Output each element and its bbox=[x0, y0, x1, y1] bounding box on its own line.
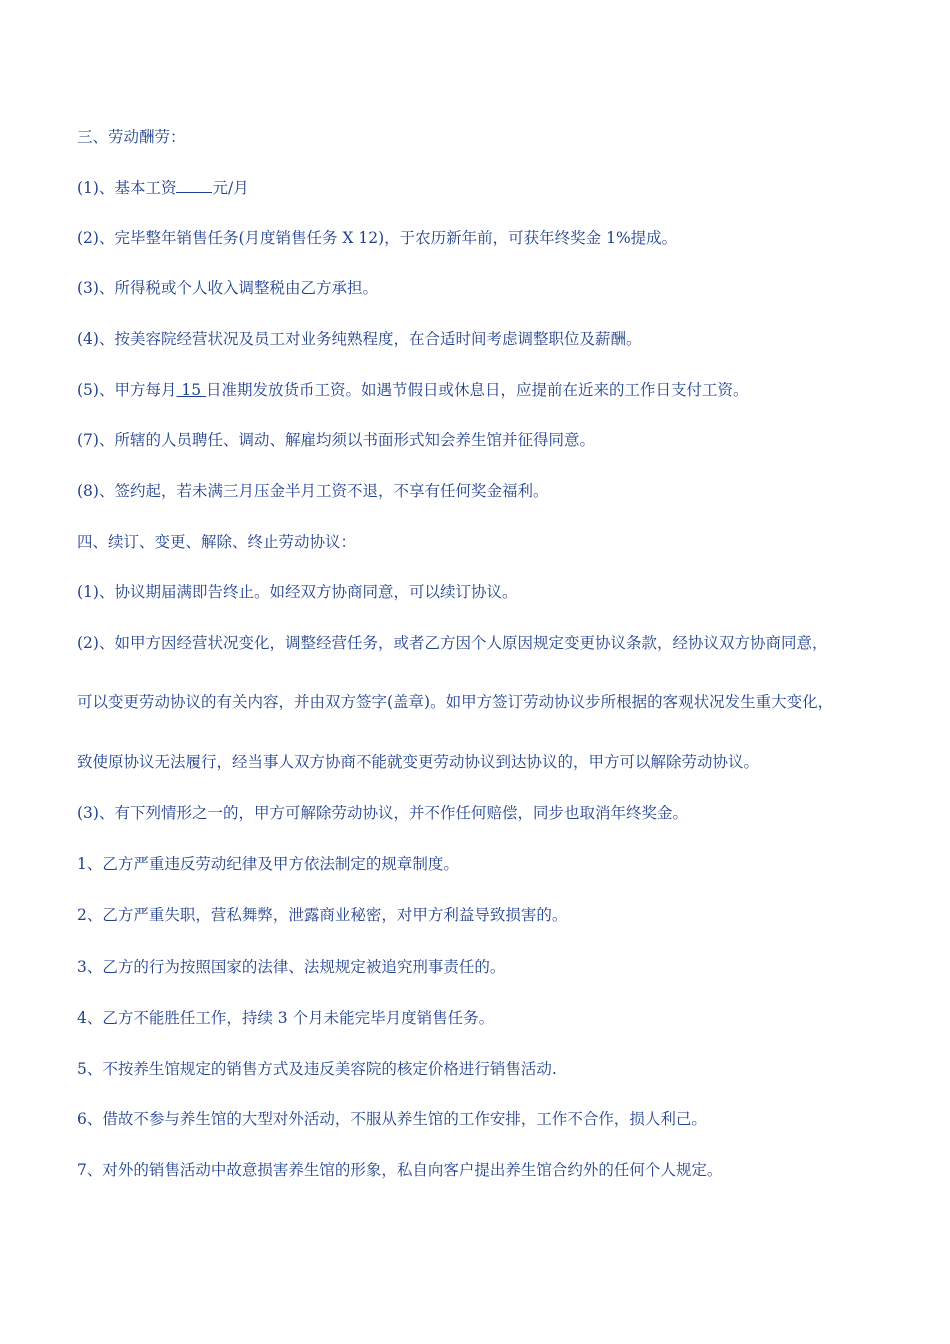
section4-heading: 四、续订、变更、解除、终止劳动协议： bbox=[77, 533, 357, 551]
item1-prefix: (1)、基本工资 bbox=[77, 179, 177, 197]
salary-blank bbox=[176, 177, 212, 193]
section4-item2-line2: 可以变更劳动协议的有关内容，并由双方签字(盖章)。如甲方签订劳动协议步所根据的客观状况发生重大变化， bbox=[77, 693, 834, 711]
list-item: 3、乙方的行为按照国家的法律、法规规定被追究刑事责任的。 bbox=[77, 958, 506, 976]
section3-item2: (2)、完毕整年销售任务(月度销售任务 X 12)，于农历新年前，可获年终奖金 1%提成。 bbox=[77, 229, 678, 247]
item5-suffix: 日准期发放货币工资。如遇节假日或休息日，应提前在近来的工作日支付工资。 bbox=[206, 381, 749, 399]
list-item: 6、借故不参与养生馆的大型对外活动，不服从养生馆的工作安排，工作不合作，损人利己。 bbox=[77, 1110, 707, 1128]
item5-prefix: (5)、甲方每月 bbox=[77, 381, 177, 399]
section4-item2-line3: 致使原协议无法履行，经当事人双方协商不能就变更劳动协议到达协议的，甲方可以解除劳动协议。 bbox=[77, 753, 760, 771]
section4-item2-line1: (2)、如甲方因经营状况变化，调整经营任务，或者乙方因个人原因规定变更协议条款，经协议双方协商同意， bbox=[77, 634, 828, 652]
section4-item1: (1)、协议期届满即告终止。如经双方协商同意，可以续订协议。 bbox=[77, 583, 518, 601]
list-item: 5、不按养生馆规定的销售方式及违反美容院的核定价格进行销售活动. bbox=[77, 1060, 557, 1078]
section3-item3: (3)、所得税或个人收入调整税由乙方承担。 bbox=[77, 279, 378, 297]
list-item: 1、乙方严重违反劳动纪律及甲方依法制定的规章制度。 bbox=[77, 855, 459, 873]
pay-day: 15 bbox=[176, 381, 207, 399]
section3-item5 bbox=[77, 380, 749, 400]
item1-suffix: 元/月 bbox=[212, 179, 249, 197]
section3-item1 bbox=[77, 177, 249, 198]
section3-item4: (4)、按美容院经营状况及员工对业务纯熟程度，在合适时间考虑调整职位及薪酬。 bbox=[77, 330, 642, 348]
section3-item7: (7)、所辖的人员聘任、调动、解雇均须以书面形式知会养生馆并征得同意。 bbox=[77, 431, 595, 449]
list-item: 4、乙方不能胜任工作，持续 3 个月未能完毕月度销售任务。 bbox=[77, 1009, 495, 1027]
list-item: 2、乙方严重失职，营私舞弊，泄露商业秘密，对甲方利益导致损害的。 bbox=[77, 906, 568, 924]
section3-heading: 三、劳动酬劳： bbox=[77, 128, 186, 146]
section3-item8: (8)、签约起，若未满三月压金半月工资不退，不享有任何奖金福利。 bbox=[77, 482, 549, 500]
list-item: 7、对外的销售活动中故意损害养生馆的形象，私自向客户提出养生馆合约外的任何个人规定。 bbox=[77, 1161, 723, 1179]
section4-item3: (3)、有下列情形之一的，甲方可解除劳动协议，并不作任何赔偿，同步也取消年终奖金。 bbox=[77, 804, 688, 822]
